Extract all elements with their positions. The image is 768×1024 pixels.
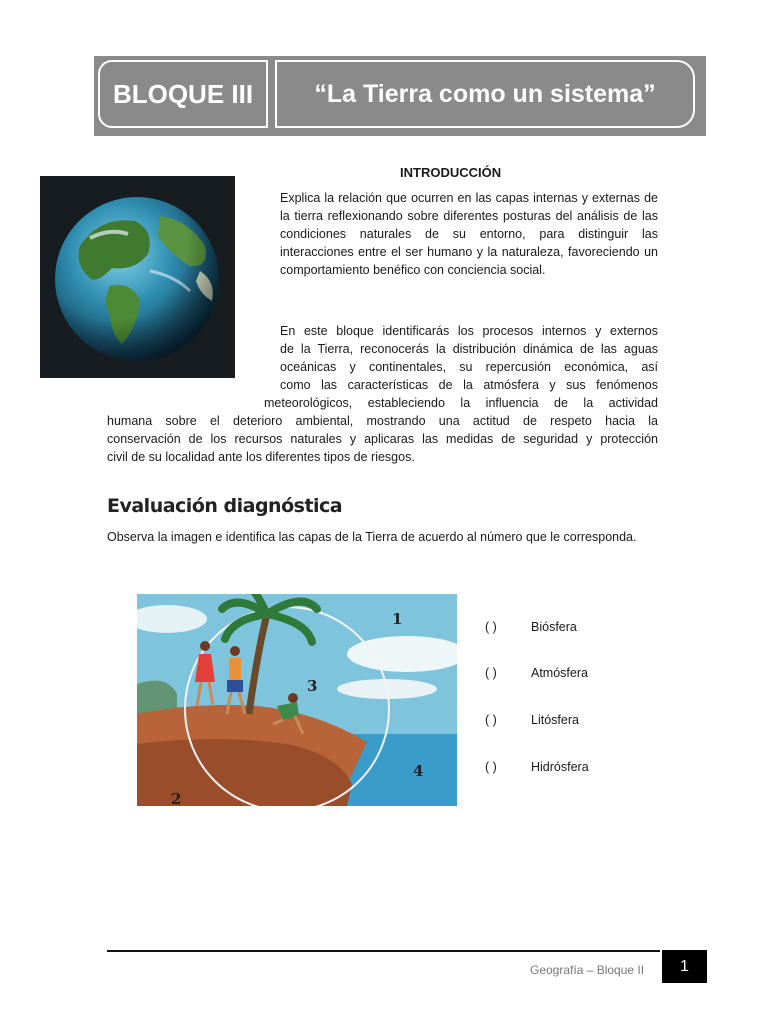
paragraph-line: como las características de la atmósfera y sus fenómenos xyxy=(280,378,658,392)
option-label: Atmósfera xyxy=(531,666,588,680)
layer-number-3: 3 xyxy=(307,677,318,695)
paragraph-line: humana sobre el deterioro ambiental, mostrando una actitud de respeto hacia la xyxy=(107,414,658,428)
answer-blank[interactable]: ( ) xyxy=(485,620,497,634)
layer-number-4: 4 xyxy=(413,762,424,780)
option-label: Hidrósfera xyxy=(531,760,589,774)
page-number: 1 xyxy=(662,950,707,983)
answer-blank[interactable]: ( ) xyxy=(485,760,497,774)
earth-globe-image xyxy=(40,176,235,378)
header-banner xyxy=(94,56,706,136)
layer-number-1: 1 xyxy=(392,610,403,628)
paragraph-line: de la Tierra, reconocerás la distribución dinámica de las aguas xyxy=(280,342,658,356)
intro-paragraph-2-top xyxy=(280,322,658,394)
option-atmosfera xyxy=(485,666,588,680)
paragraph-line: oceánicas y continentales, su repercusión económica, así xyxy=(280,360,658,374)
intro-paragraph-1: Explica la relación que ocurren en las capas internas y externas de la tierra reflexionando sobre diferentes posturas del análisis de las condiciones naturales de su entorno, para distinguir las interacciones entre el ser humano y la naturaleza, favoreciendo un comportamiento benéfico con conciencia social. xyxy=(280,191,658,277)
evaluation-heading: Evaluación diagnóstica xyxy=(107,495,343,517)
paragraph-line: En este bloque identificarás los procesos internos y externos xyxy=(280,324,658,338)
paragraph-line: meteorológicos, estableciendo la influencia de la actividad xyxy=(264,396,658,410)
option-label: Biósfera xyxy=(531,620,577,634)
option-litosfera xyxy=(485,713,579,727)
paragraph-line: conservación de los recursos naturales y aplicaras las medidas de seguridad y protección xyxy=(107,432,658,446)
option-hidrosfera xyxy=(485,760,589,774)
intro-paragraph-2-bottom xyxy=(107,412,658,466)
paragraph-line: civil de su localidad ante los diferentes tipos de riesgos. xyxy=(107,450,415,464)
earth-layers-image xyxy=(137,594,457,806)
evaluation-instruction: Observa la imagen e identifica las capas de la Tierra de acuerdo al número que le corresponda. xyxy=(107,530,637,544)
layer-number-2: 2 xyxy=(171,790,182,806)
answer-blank[interactable]: ( ) xyxy=(485,666,497,680)
option-biosfera xyxy=(485,620,577,634)
block-title: “La Tierra como un sistema” xyxy=(275,60,695,128)
footer-text: Geografía – Bloque II xyxy=(530,963,645,977)
intro-paragraph-2-mid xyxy=(264,394,658,412)
block-label: BLOQUE III xyxy=(98,60,268,128)
answer-blank[interactable]: ( ) xyxy=(485,713,497,727)
footer-rule xyxy=(107,950,660,952)
option-label: Litósfera xyxy=(531,713,579,727)
intro-heading: INTRODUCCIÓN xyxy=(400,165,502,180)
